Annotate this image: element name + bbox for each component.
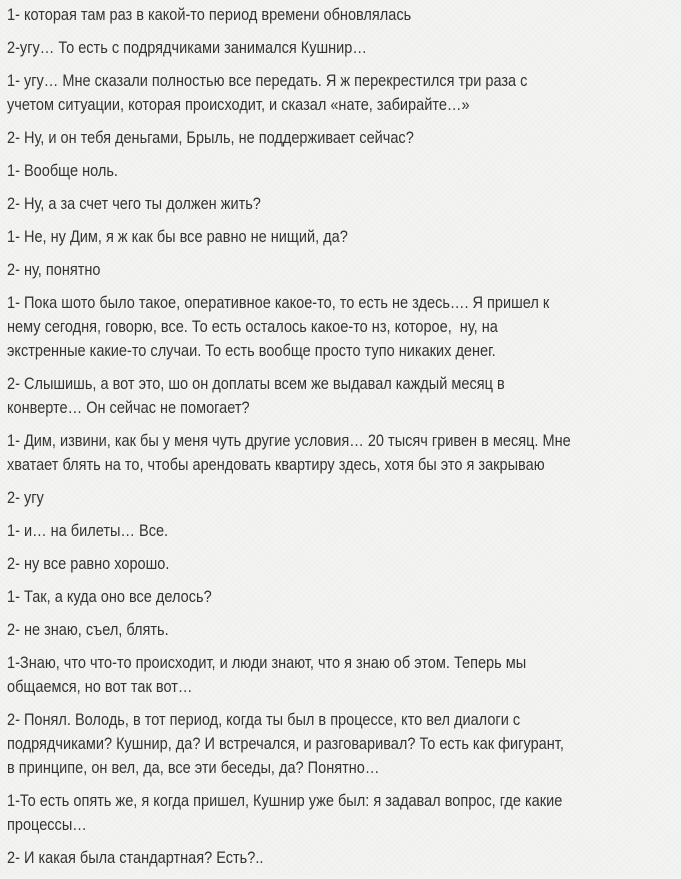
transcript-line: 2- угу (7, 488, 44, 507)
transcript-line: 1- которая там раз в какой-то период времени обновлялась (7, 5, 412, 24)
transcript-line: 1- и… на билеты… Все. (7, 521, 169, 540)
transcript-line: 1- Вообще ноль. (7, 161, 118, 180)
transcript-line: 1- Не, ну Дим, я ж как бы все равно не нищий, да? (7, 227, 348, 246)
transcript-line: 2- Понял. Володь, в тот период, когда ты был в процессе, кто вел диалоги с подрядчиками? Кушнир, да? И встречался, и разговаривал? То есть как фигурант, в принципе, он вел, да, все эти беседы, да? Понятно… (7, 710, 564, 777)
transcript-line: 2- ну, понятно (7, 260, 101, 279)
transcript-line: 2- Слышишь, а вот это, шо он доплаты всем же выдавал каждый месяц в конверте… Он сейчас не помогает? (7, 374, 505, 417)
transcript-line: 2- И какая была стандартная? Есть?.. (7, 848, 264, 867)
transcript-line: 1- Дим, извини, как бы у меня чуть другие условия… 20 тысяч гривен в месяц. Мне хватает блять на то, чтобы арендовать квартиру здесь, хотя бы это я закрываю (7, 431, 571, 474)
transcript-line: 1- Пока шото было такое, оперативное какое-то, то есть не здесь…. Я пришел к нему сегодня, говорю, все. То есть осталось какое-то нз, которое, ну, на экстренные какие-то случаи. То есть вообще просто тупо никаких денег. (7, 293, 550, 360)
transcript-line: 1-То есть опять же, я когда пришел, Кушнир уже был: я задавал вопрос, где какие процессы… (7, 791, 563, 834)
transcript-line: 2- не знаю, съел, блять. (7, 620, 169, 639)
transcript-line: 1- угу… Мне сказали полностью все передать. Я ж перекрестился три раза с учетом ситуации, которая происходит, и сказал «нате, забирайте…» (7, 71, 528, 114)
transcript-line: 1- Так, а куда оно все делось? (7, 587, 212, 606)
transcript-line: 2- Ну, а за счет чего ты должен жить? (7, 194, 261, 213)
transcript-line: 1-Знаю, что что-то происходит, и люди знают, что я знаю об этом. Теперь мы общаемся, но вот так вот… (7, 653, 527, 696)
transcript-line: 2- Ну, и он тебя деньгами, Брыль, не поддерживает сейчас? (7, 128, 414, 147)
transcript-line: 2-угу… То есть с подрядчиками занимался Кушнир… (7, 38, 367, 57)
transcript-line: 2- ну все равно хорошо. (7, 554, 170, 573)
transcript (7, 3, 657, 879)
